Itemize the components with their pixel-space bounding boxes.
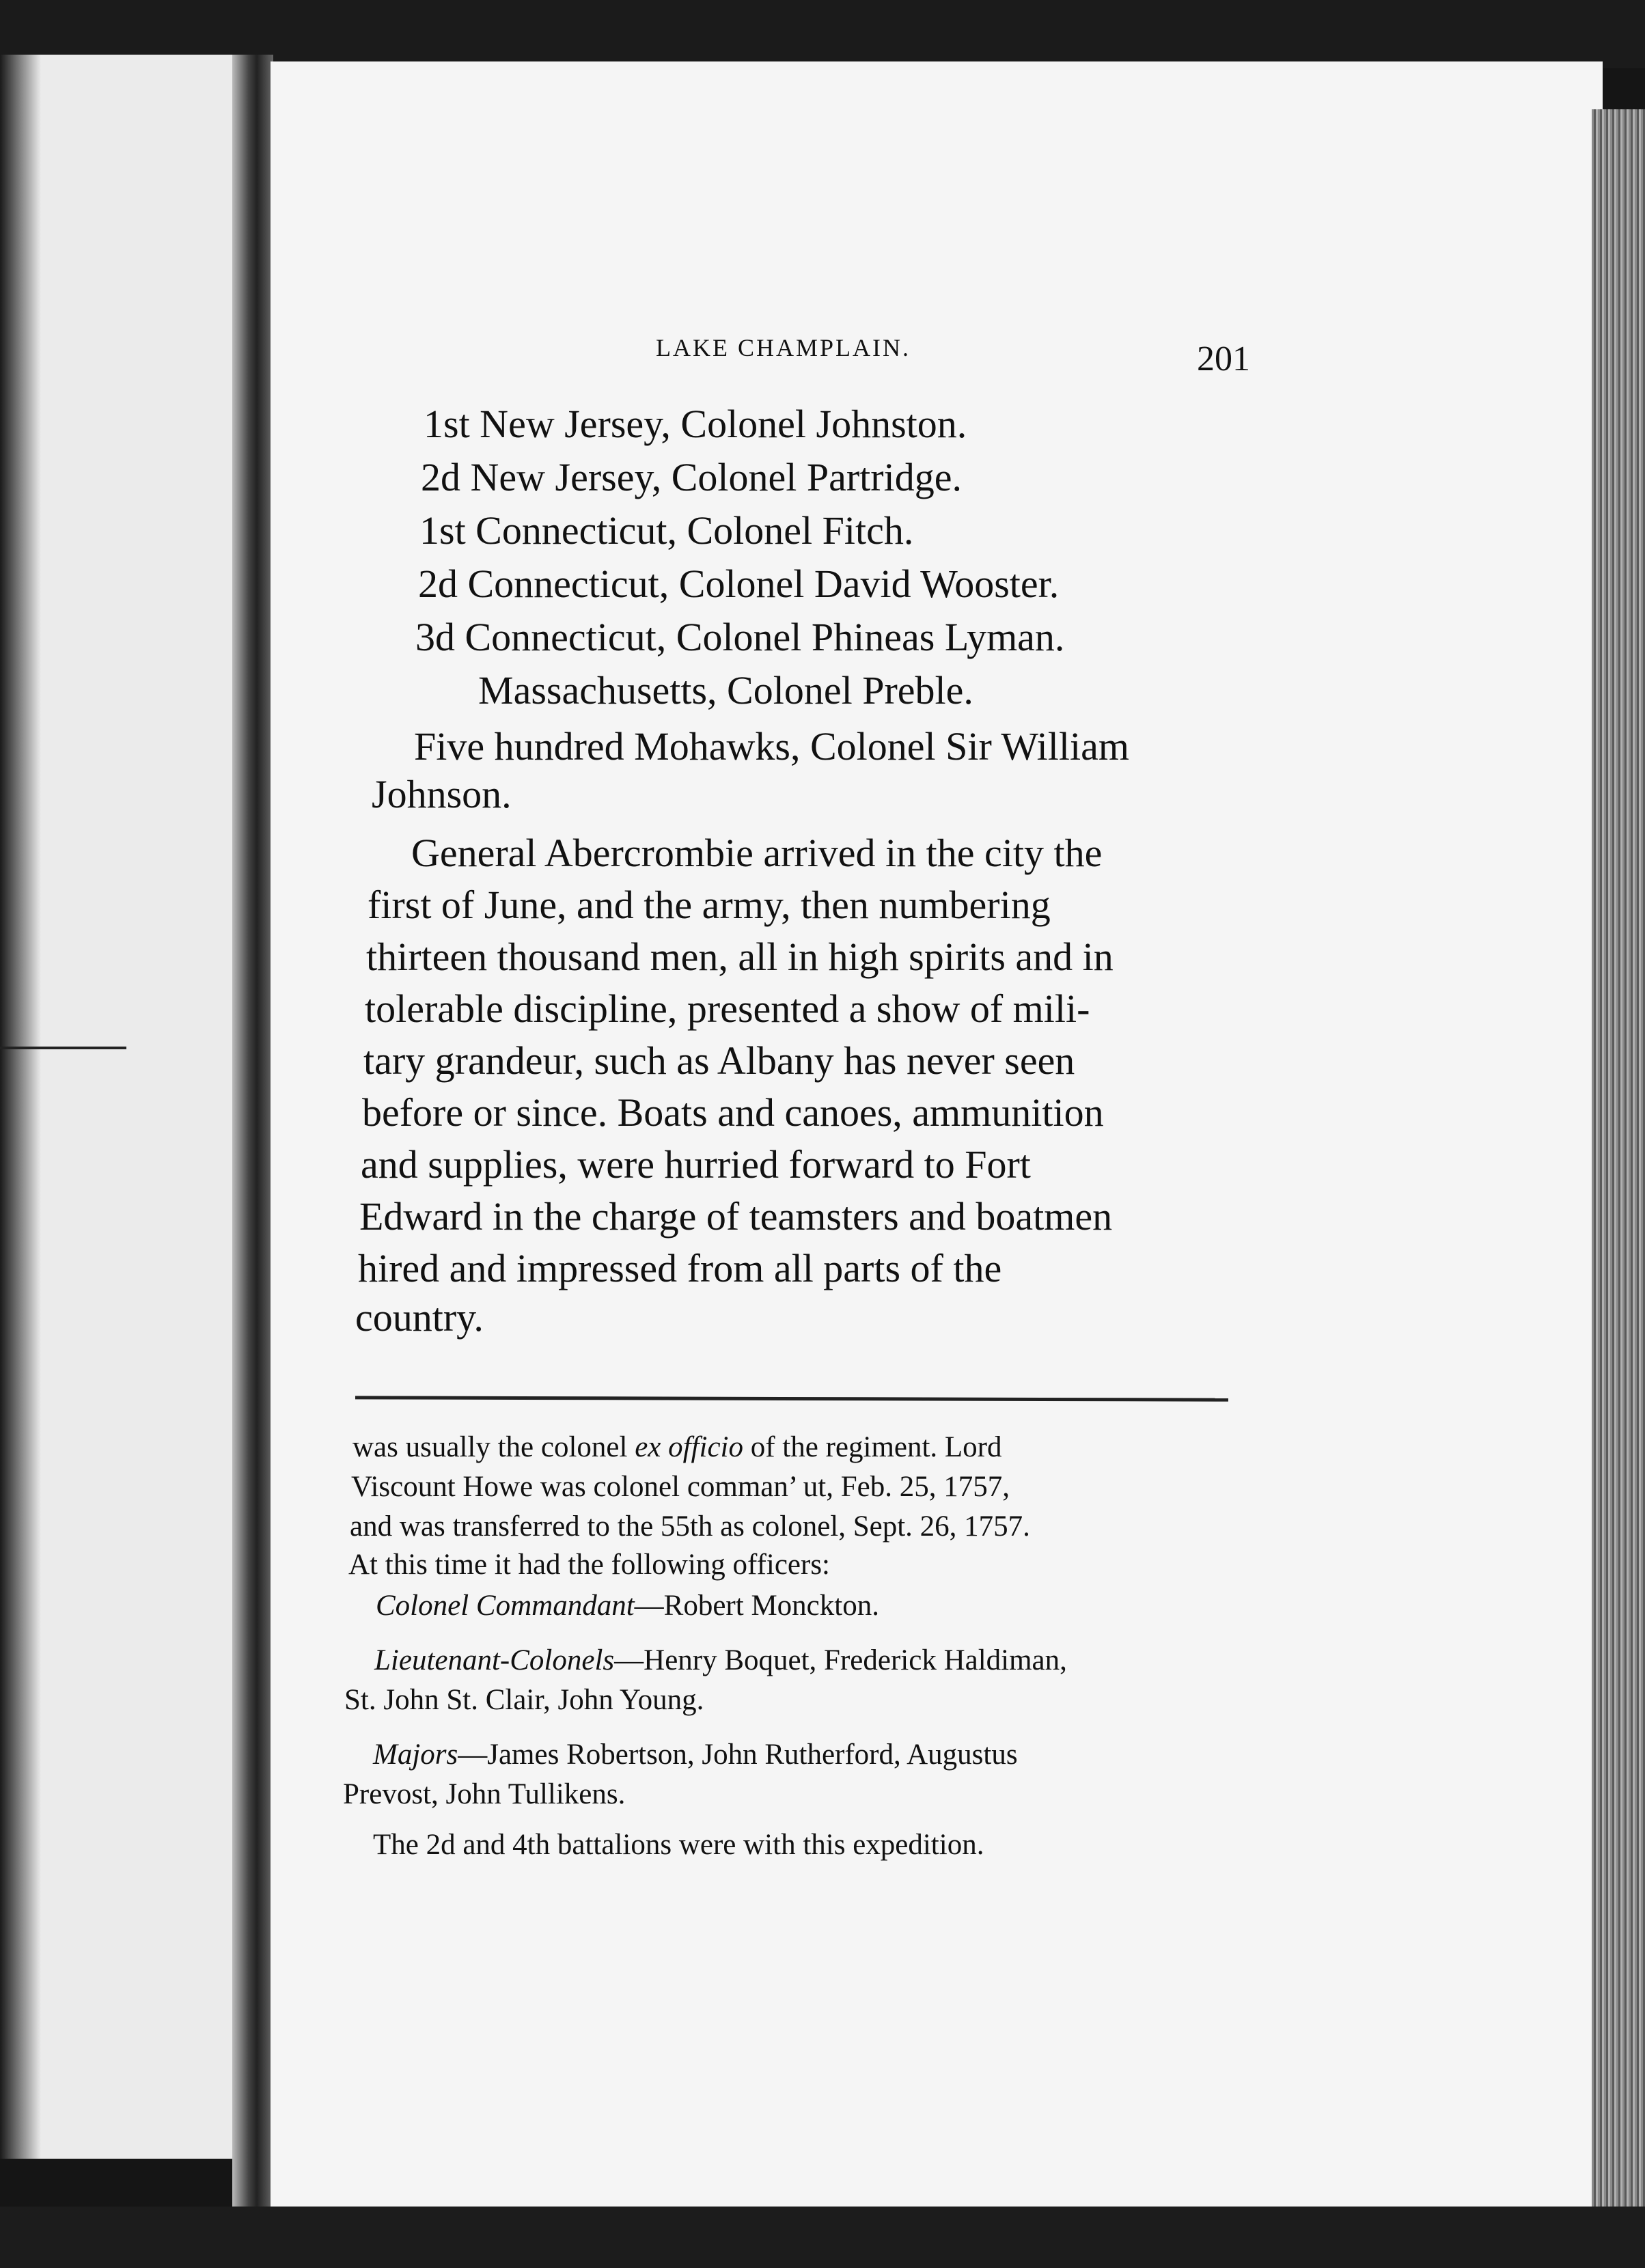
paragraph-line: first of June, and the army, then numbering <box>368 883 1051 927</box>
page-edges <box>1592 109 1645 2268</box>
footnote-line: St. John St. Clair, John Young. <box>344 1684 704 1716</box>
left-page-shadow <box>0 55 41 2159</box>
footnote-italic: ex officio <box>635 1431 743 1463</box>
footnote-text: of the regiment. Lord <box>743 1431 1002 1463</box>
regiment-line: 2d Connecticut, Colonel David Wooster. <box>418 562 1060 606</box>
footnote-label: Lieutenant-Colonels <box>374 1644 615 1676</box>
footnote-text: was usually the colonel <box>352 1431 635 1463</box>
footnote-line <box>373 1735 1018 1775</box>
book-gutter <box>232 55 273 2207</box>
footnote-line <box>374 1641 1067 1681</box>
paragraph-line: Johnson. <box>372 772 512 816</box>
paragraph-line: before or since. Boats and canoes, ammunition <box>362 1090 1104 1135</box>
footnote-text: —Henry Boquet, Frederick Haldiman, <box>614 1644 1067 1676</box>
footnote-line: Prevost, John Tullikens. <box>343 1778 626 1810</box>
regiment-line: 1st New Jersey, Colonel Johnston. <box>424 402 967 446</box>
paragraph-line: Edward in the charge of teamsters and boatmen <box>359 1194 1113 1239</box>
footnote-line: and was transferred to the 55th as colonel, Sept. 26, 1757. <box>350 1510 1030 1543</box>
scan-bottom-border <box>0 2207 1645 2268</box>
regiment-line: Massachusetts, Colonel Preble. <box>478 668 973 713</box>
footnote-line: Viscount Howe was colonel comman’ ut, Feb. 25, 1757, <box>351 1471 1010 1503</box>
paragraph-line: country. <box>355 1295 484 1340</box>
footnote-line <box>376 1586 879 1626</box>
left-page <box>0 55 253 2159</box>
footnote-text: —Robert Monckton. <box>634 1590 879 1622</box>
footnote-line <box>352 1428 1002 1467</box>
footnote-label: Colonel Commandant <box>376 1590 635 1622</box>
regiment-line: 2d New Jersey, Colonel Partridge. <box>421 455 962 499</box>
paragraph-line: tolerable discipline, presented a show of mili- <box>365 986 1090 1031</box>
footnote-label: Majors <box>373 1739 458 1771</box>
footnote-line: The 2d and 4th battalions were with this expedition. <box>373 1829 984 1861</box>
footnote-line: At this time it had the following officers: <box>348 1549 831 1581</box>
left-footnote-rule <box>0 1047 126 1049</box>
paragraph-line: hired and impressed from all parts of the <box>358 1246 1002 1290</box>
page-number: 201 <box>1197 340 1250 378</box>
running-head: LAKE CHAMPLAIN. <box>656 334 911 361</box>
footnote-text: —James Robertson, John Rutherford, Augustus <box>458 1739 1018 1771</box>
paragraph-line: thirteen thousand men, all in high spirits and in <box>366 935 1114 979</box>
regiment-line: 1st Connecticut, Colonel Fitch. <box>419 508 914 553</box>
paragraph-line: Five hundred Mohawks, Colonel Sir William <box>414 724 1129 769</box>
paragraph-line: and supplies, were hurried forward to Fort <box>361 1142 1031 1187</box>
paragraph-line: tary grandeur, such as Albany has never seen <box>363 1038 1075 1083</box>
paragraph-line: General Abercrombie arrived in the city the <box>411 831 1103 875</box>
regiment-line: 3d Connecticut, Colonel Phineas Lyman. <box>415 615 1065 659</box>
